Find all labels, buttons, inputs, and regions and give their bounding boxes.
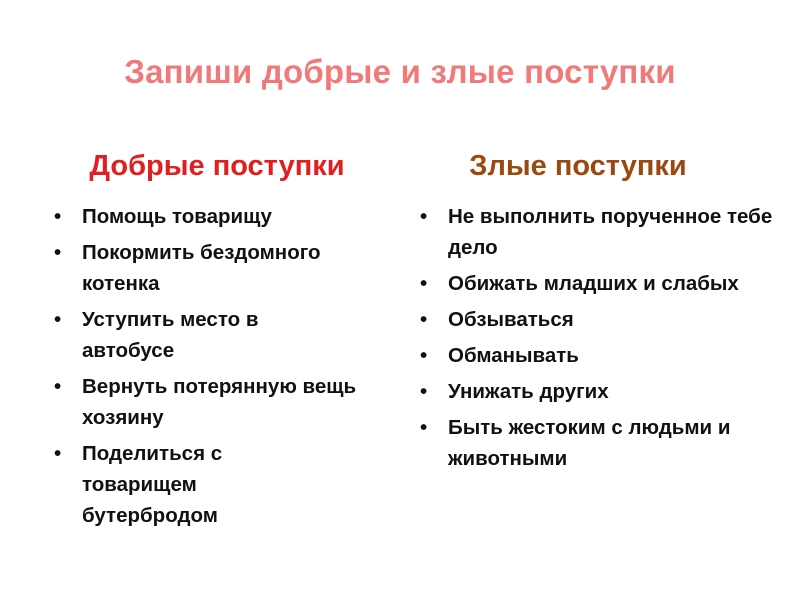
slide-title: Запиши добрые и злые поступки bbox=[124, 53, 676, 90]
list-item bbox=[418, 304, 778, 335]
bad-deeds-column bbox=[418, 148, 778, 479]
list-item-text: Обижать младших и слабых bbox=[448, 272, 739, 295]
list-item-text: Уступить место в автобусе bbox=[82, 308, 259, 362]
bad-deeds-list bbox=[418, 201, 778, 474]
bullet-icon: • bbox=[420, 344, 428, 367]
list-item-text: Покормить бездомного котенка bbox=[82, 241, 321, 295]
list-item bbox=[418, 376, 778, 407]
list-item bbox=[52, 304, 342, 366]
list-item bbox=[52, 438, 302, 531]
list-item-text: Обманывать bbox=[448, 344, 579, 367]
bullet-icon: • bbox=[54, 308, 62, 331]
list-item bbox=[418, 412, 778, 474]
list-item bbox=[418, 201, 778, 263]
bullet-icon: • bbox=[54, 442, 62, 465]
list-item-text: Быть жестоким с людьми и животными bbox=[448, 416, 731, 470]
bad-deeds-heading: Злые поступки bbox=[469, 150, 687, 182]
list-item bbox=[418, 268, 748, 299]
good-deeds-list bbox=[52, 201, 392, 531]
bullet-icon: • bbox=[420, 416, 428, 439]
list-item bbox=[418, 340, 778, 371]
bullet-icon: • bbox=[420, 205, 428, 228]
bullet-icon: • bbox=[54, 241, 62, 264]
list-item-text: Унижать других bbox=[448, 380, 609, 403]
bullet-icon: • bbox=[420, 380, 428, 403]
list-item bbox=[52, 201, 382, 232]
list-item-text: Обзываться bbox=[448, 308, 574, 331]
good-deeds-column bbox=[52, 148, 392, 536]
list-item bbox=[52, 371, 382, 433]
bullet-icon: • bbox=[420, 272, 428, 295]
bullet-icon: • bbox=[54, 205, 62, 228]
bullet-icon: • bbox=[54, 375, 62, 398]
bullet-icon: • bbox=[420, 308, 428, 331]
list-item-text: Вернуть потерянную вещь хозяину bbox=[82, 375, 357, 429]
list-item-text: Помощь товарищу bbox=[82, 205, 272, 228]
list-item-text: Не выполнить порученное тебе дело bbox=[448, 205, 773, 259]
list-item-text: Поделиться с товарищем бутербродом bbox=[82, 442, 223, 527]
good-deeds-heading: Добрые поступки bbox=[89, 150, 345, 182]
list-item bbox=[52, 237, 352, 299]
